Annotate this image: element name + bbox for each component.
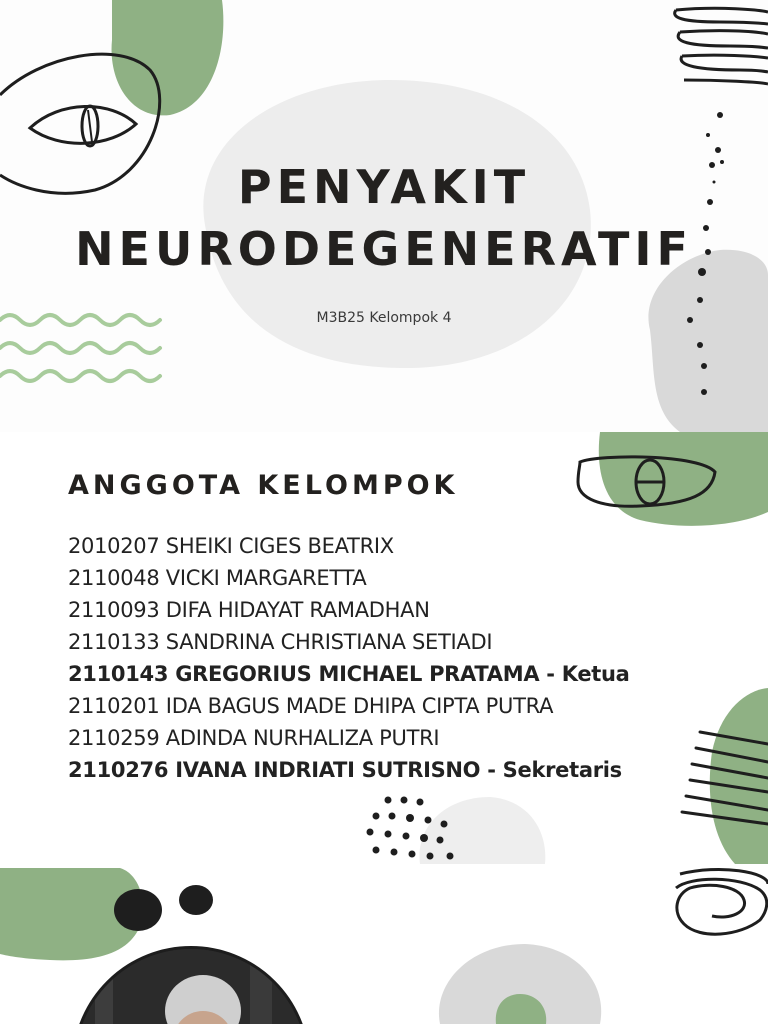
- green-blob-top-right: [599, 432, 768, 526]
- subtitle: M3B25 Kelompok 4: [316, 310, 452, 326]
- member-item: 2110133 SANDRINA CHRISTIANA SETIADI: [68, 630, 493, 654]
- pebble-shape: [114, 889, 162, 931]
- spiral-scribble-icon: [676, 869, 768, 934]
- member-item-secretary: 2110276 IVANA INDRIATI SUTRISNO - Sekretaris: [68, 758, 622, 782]
- member-item-leader: 2110143 GREGORIUS MICHAEL PRATAMA - Ketua: [68, 662, 630, 686]
- members-list: [68, 530, 630, 786]
- page-title-line-1: PENYAKIT: [237, 160, 531, 214]
- member-item: 2110093 DIFA HIDAYAT RAMADHAN: [68, 598, 430, 622]
- member-item: 2010207 SHEIKI CIGES BEATRIX: [68, 534, 394, 558]
- pebble-shape: [179, 885, 213, 915]
- page-title-line-2: NEURODEGENERATIF: [75, 222, 693, 276]
- members-heading: ANGGOTA KELOMPOK: [68, 470, 459, 501]
- member-item: 2110201 IDA BAGUS MADE DHIPA CIPTA PUTRA: [68, 694, 554, 718]
- eye-icon: [30, 106, 136, 146]
- gray-blob-bottom: [419, 797, 545, 864]
- title-slide: [0, 0, 768, 432]
- member-item: 2110259 ADINDA NURHALIZA PUTRI: [68, 726, 440, 750]
- title-slide-decorations: [0, 0, 768, 432]
- zigzag-scribble-icon: [675, 8, 768, 84]
- third-slide-preview: [0, 864, 768, 1024]
- member-item: 2110048 VICKI MARGARETTA: [68, 566, 367, 590]
- members-slide: [0, 432, 768, 864]
